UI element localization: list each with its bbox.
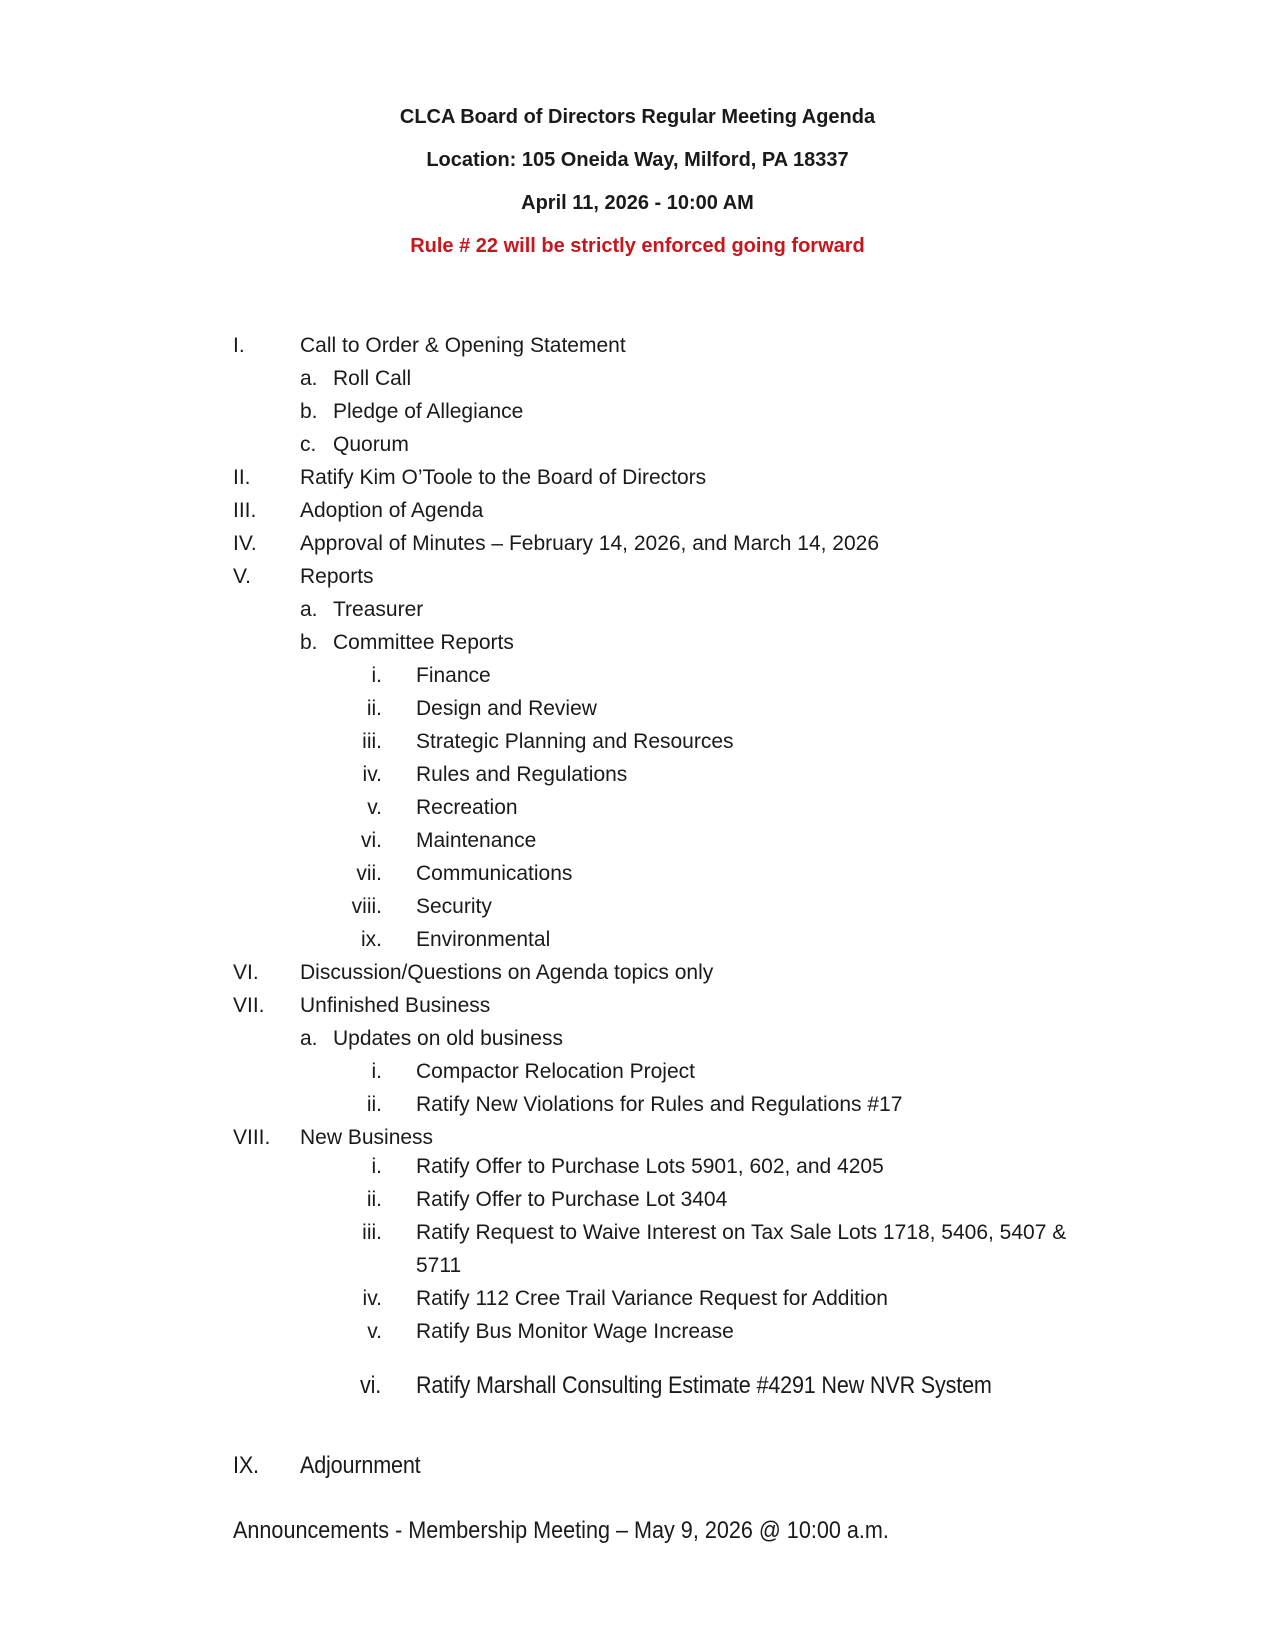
item-text: Adjournment (300, 1452, 421, 1479)
item-text: Call to Order & Opening Statement (300, 334, 626, 357)
item-text: Updates on old business (333, 1027, 563, 1050)
item-number: II. (233, 466, 251, 489)
item-number: iv. (362, 763, 382, 786)
item-number: a. (300, 367, 318, 390)
rule-notice: Rule # 22 will be strictly enforced going forward (410, 235, 865, 257)
item-text: Environmental (416, 928, 551, 951)
item-text: Ratify Marshall Consulting Estimate #4291 New NVR System (416, 1372, 992, 1399)
item-number: b. (300, 400, 318, 423)
item-text: Strategic Planning and Resources (416, 730, 734, 753)
item-text: Ratify New Violations for Rules and Regulations #17 (416, 1093, 903, 1116)
item-text: Ratify Bus Monitor Wage Increase (416, 1320, 734, 1343)
item-number: i. (371, 1060, 382, 1083)
item-number: ii. (366, 697, 382, 720)
item-number: iii. (362, 1221, 382, 1244)
item-text: Committee Reports (333, 631, 514, 654)
item-text: Reports (300, 565, 374, 588)
meeting-datetime: April 11, 2026 - 10:00 AM (521, 192, 754, 214)
item-number: VIII. (233, 1126, 271, 1149)
item-number: ix. (361, 928, 382, 951)
item-number: iii. (362, 730, 382, 753)
meeting-location: Location: 105 Oneida Way, Milford, PA 18337 (426, 149, 849, 171)
item-number: a. (300, 598, 318, 621)
item-text: Ratify Kim O’Toole to the Board of Directors (300, 466, 707, 489)
item-number: v. (367, 1320, 382, 1343)
item-text: Pledge of Allegiance (333, 400, 524, 423)
item-text: Finance (416, 664, 491, 687)
item-number: III. (233, 499, 257, 522)
item-number: IX. (233, 1452, 259, 1479)
item-text: Treasurer (333, 598, 424, 621)
item-text: Security (416, 895, 492, 918)
item-number: ii. (366, 1188, 382, 1211)
item-number: b. (300, 631, 318, 654)
item-number: i. (371, 1155, 382, 1178)
item-text: Ratify Offer to Purchase Lots 5901, 602, and 4205 (416, 1155, 884, 1178)
item-text: 5711 (416, 1254, 462, 1277)
item-number: VI. (233, 961, 259, 984)
announcement: Announcements - Membership Meeting – May 9, 2026 @ 10:00 a.m. (233, 1517, 889, 1544)
item-text: Roll Call (333, 367, 412, 390)
item-text: Discussion/Questions on Agenda topics only (300, 961, 714, 984)
item-text: Ratify 112 Cree Trail Variance Request for Addition (416, 1287, 888, 1310)
item-number: iv. (362, 1287, 382, 1310)
item-text: Maintenance (416, 829, 537, 852)
item-number: V. (233, 565, 251, 588)
item-text: Design and Review (416, 697, 597, 720)
item-text: Approval of Minutes – February 14, 2026, and March 14, 2026 (300, 532, 880, 555)
item-number: vii. (356, 862, 382, 885)
item-number: IV. (233, 532, 257, 555)
item-number: i. (371, 664, 382, 687)
item-number: I. (233, 334, 245, 357)
item-text: Rules and Regulations (416, 763, 628, 786)
item-text: Unfinished Business (300, 994, 491, 1017)
item-number: vi. (361, 829, 382, 852)
agenda-title: CLCA Board of Directors Regular Meeting Agenda (399, 106, 876, 128)
item-number: VII. (233, 994, 265, 1017)
item-number: a. (300, 1027, 318, 1050)
item-text: Adoption of Agenda (300, 499, 484, 522)
item-number: viii. (351, 895, 382, 918)
item-text: Ratify Request to Waive Interest on Tax Sale Lots 1718, 5406, 5407 & (416, 1221, 1067, 1244)
item-number: ii. (366, 1093, 382, 1116)
item-text: New Business (300, 1126, 434, 1149)
item-text: Recreation (416, 796, 518, 819)
item-number: vi. (360, 1372, 382, 1399)
item-number: v. (367, 796, 382, 819)
item-text: Ratify Offer to Purchase Lot 3404 (416, 1188, 728, 1211)
item-text: Quorum (333, 433, 409, 456)
item-text: Communications (416, 862, 573, 885)
item-text: Compactor Relocation Project (416, 1060, 695, 1083)
item-number: c. (300, 433, 317, 456)
